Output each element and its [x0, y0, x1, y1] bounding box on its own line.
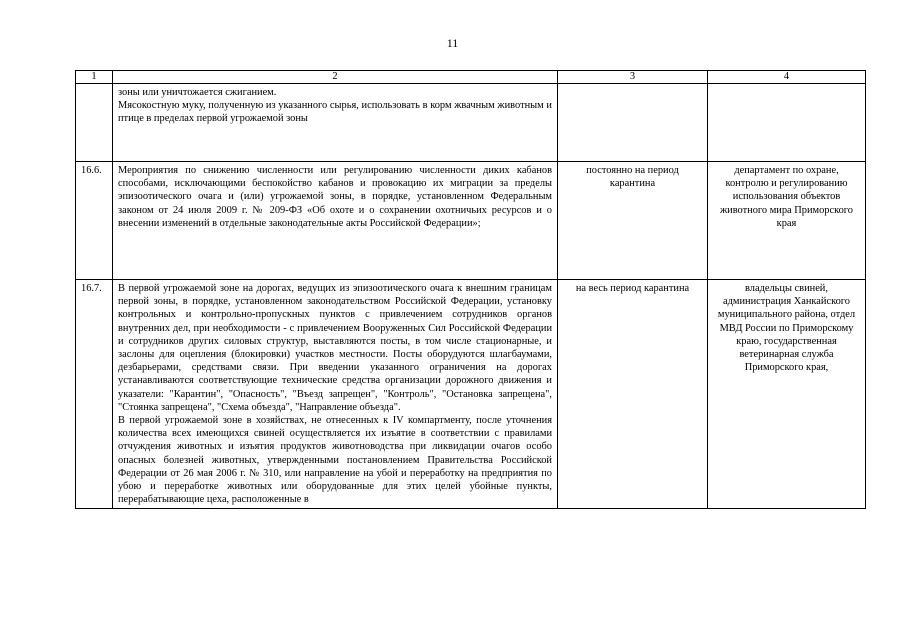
- row-paragraph: Мероприятия по снижению численности или регулированию численности диких кабанов способами, исключающими беспокойство кабанов и провокацию их миграции за пределы эпизоотического очага и (или) угрожаемой зоны, в порядке, установленном Федеральным законом от 24 июля 2009 г. № 209-ФЗ «Об охоте и о сохранении охотничьих ресурсов и о внесении изменений в отдельные законодательные акты Российской Федерации»;: [118, 165, 552, 229]
- row-paragraph: В первой угрожаемой зоне в хозяйствах, не отнесенных к IV компартменту, после уточнения количества всех имеющихся свиней осуществляется их изъятие в соответствии с правилами отчуждения животных и изъятия продуктов животноводства при ликвидации очагов особо опасных болезней животных, утвержденными постановлением Правительства Российской Федерации от 26 мая 2006 г. № 310, или направление на убой и переработку на предприятия по убою и переработке животных или оборудованные для этих целей убойные пункты, перерабатывающие цеха, расположенные в: [118, 415, 552, 506]
- column-header-1: 1: [76, 71, 113, 84]
- row-description: [113, 84, 558, 162]
- column-header-3: 3: [558, 71, 708, 84]
- table-row: [76, 280, 866, 509]
- column-header-2: 2: [113, 71, 558, 84]
- measures-table: [75, 70, 866, 509]
- row-number: 16.6.: [76, 162, 113, 280]
- table-header-row: [76, 71, 866, 84]
- row-number: 16.7.: [76, 280, 113, 509]
- page-number: 11: [446, 36, 459, 50]
- row-description: [113, 280, 558, 509]
- row-paragraph: В первой угрожаемой зоне на дорогах, ведущих из эпизоотического очага к внешним границам первой зоны, в порядке, установленном законодательством Российской Федерации, установку контрольных и контрольно-пропускных пунктов с привлечением сотрудников органов внутренних дел, при необходимости - с привлечением Вооруженных Сил Российской Федерации и сотрудников других силовых структур, выставляются посты, в том числе стационарные, и заслоны для оцепления (блокировки) участков местности. Посты оборудуются шлагбаумами, дезбарьерами, средствами связи. При введении указанного ограничения на дорогах устанавливаются соответствующие технические средства организации дорожного движения и указатели: "Карантин", "Опасность", "Въезд запрещен", "Контроль", "Остановка запрещена", "Стоянка запрещена", "Схема объезда", "Направление объезда".: [118, 283, 552, 413]
- table-row: [76, 84, 866, 162]
- row-paragraph: Мясокостную муку, полученную из указанного сырья, использовать в корм жвачным животным и птице в пределах первой угрожаемой зоны: [118, 100, 552, 125]
- row-paragraph: зоны или уничтожается сжиганием.: [118, 87, 277, 98]
- row-period: постоянно на период карантина: [558, 162, 708, 280]
- row-responsible: [708, 84, 866, 162]
- table-row: [76, 162, 866, 280]
- row-period: [558, 84, 708, 162]
- column-header-4: 4: [708, 71, 866, 84]
- row-number: [76, 84, 113, 162]
- row-description: [113, 162, 558, 280]
- row-period: на весь период карантина: [558, 280, 708, 509]
- row-responsible: департамент по охране, контролю и регулированию использования объектов животного мира Приморского края: [708, 162, 866, 280]
- row-responsible: владельцы свиней, администрация Ханкайского муниципального района, отдел МВД России по Приморскому краю, государственная ветеринарная служба Приморского края,: [708, 280, 866, 509]
